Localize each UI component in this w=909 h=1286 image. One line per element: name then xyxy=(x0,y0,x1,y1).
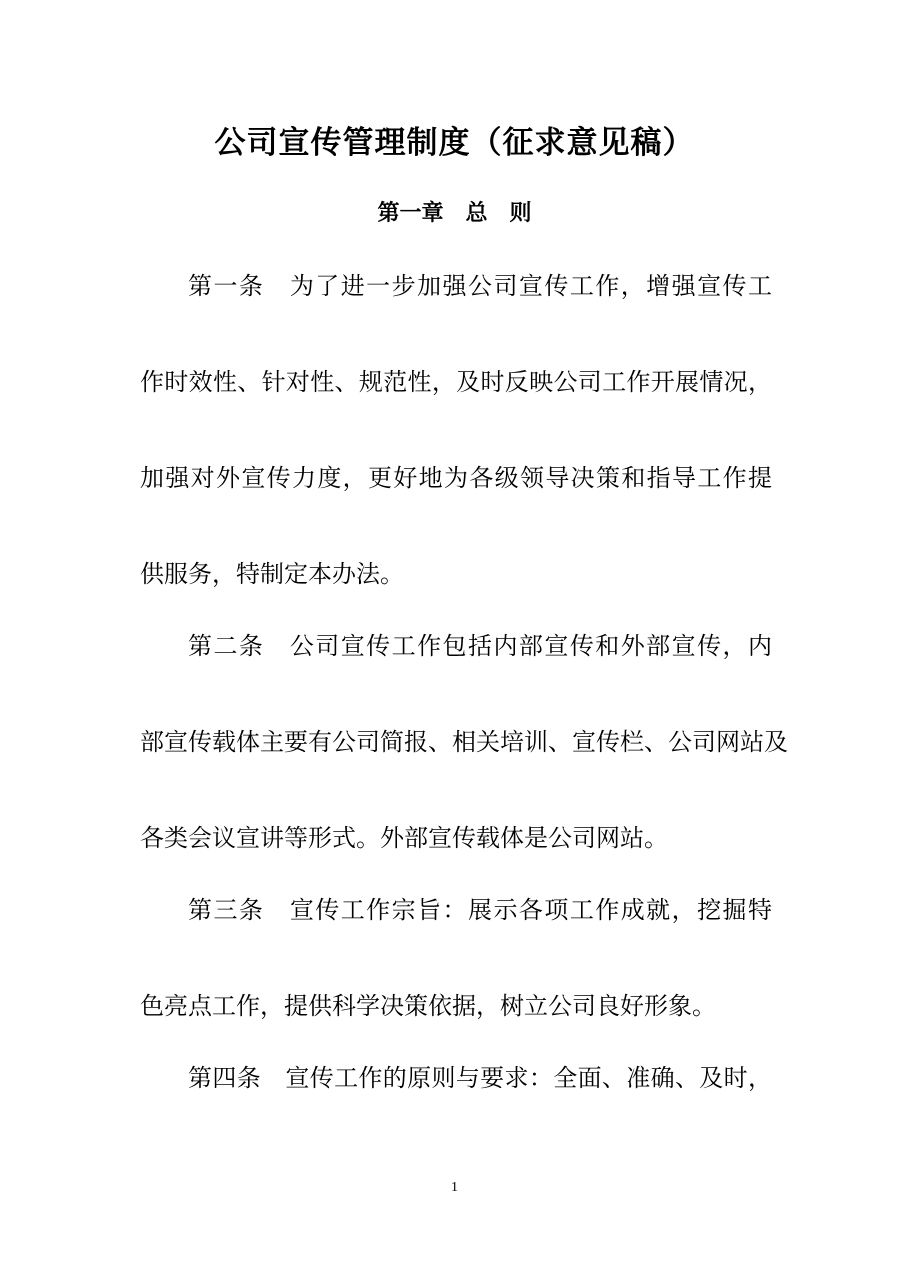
article-2-line-3: 各类会议宣讲等形式。外部宣传载体是公司网站。 xyxy=(140,824,668,852)
article-2-line-1: 第二条 公司宣传工作包括内部宣传和外部宣传，内 xyxy=(188,632,772,660)
chapter-heading: 第一章 总 则 xyxy=(377,201,532,226)
article-1-line-4: 供服务，特制定本办法。 xyxy=(140,560,404,588)
page-number: 1 xyxy=(451,1180,458,1195)
document-title: 公司宣传管理制度（征求意见稿） xyxy=(214,125,695,161)
article-1-line-3: 加强对外宣传力度，更好地为各级领导决策和指导工作提 xyxy=(140,464,772,492)
article-3-line-2: 色亮点工作，提供科学决策依据，树立公司良好形象。 xyxy=(140,992,716,1020)
article-4-line-1: 第四条 宣传工作的原则与要求：全面、准确、及时， xyxy=(188,1064,772,1092)
article-1-line-1: 第一条 为了进一步加强公司宣传工作，增强宣传工 xyxy=(188,272,772,300)
article-2-line-2: 部宣传载体主要有公司简报、相关培训、宣传栏、公司网站及 xyxy=(140,728,788,756)
article-1-line-2: 作时效性、针对性、规范性，及时反映公司工作开展情况， xyxy=(140,368,772,396)
article-3-line-1: 第三条 宣传工作宗旨：展示各项工作成就，挖掘特 xyxy=(188,896,772,924)
